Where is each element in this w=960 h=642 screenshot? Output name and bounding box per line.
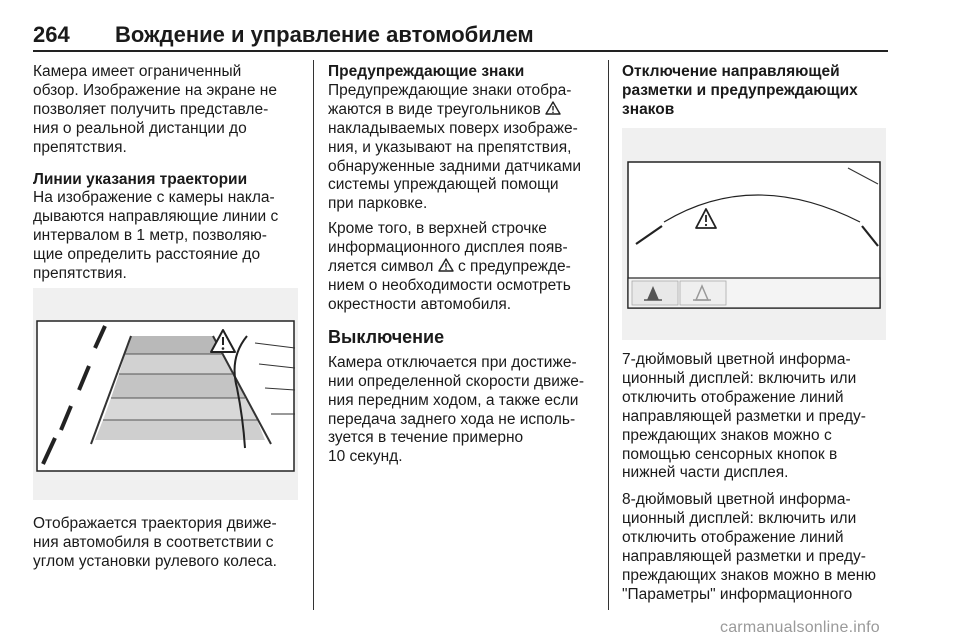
section-heading: Отключение направляющей разметки и предупреждающих знаков	[622, 63, 858, 118]
display-illustration	[622, 128, 886, 340]
intro-paragraph: Камера имеет ограниченный обзор. Изображение на экране не позволяет получить представле- ния о реальной дистанции до препятствия.	[33, 63, 277, 156]
info-display-paragraph: Кроме того, в верхней строчке информационного дисплея появ- ляется символ с предупрежде- нием о необходимости осмотреть окрестности автомобиля.	[328, 220, 571, 313]
trajectory-illustration	[33, 288, 298, 500]
header-divider	[33, 50, 888, 52]
warning-signs-paragraph: Предупреждающие знаки отобра- жаются в виде треугольников накладываемых поверх изображе- ния, и указывают на препятствия, обнаруженные задними датчиками системы упреждающей помощи при парковке.	[328, 81, 582, 213]
figure-caption: Отображается траектория движе- ния автомобиля в соответствии с углом установки рулевого колеса.	[33, 515, 277, 570]
display-buttons-figure	[622, 128, 886, 340]
shutdown-paragraph: Камера отключается при достиже- нии определенной скорости движе- ния передним ходом, а также если передача заднего хода не исполь- зуется в течение примерно 10 секунд.	[328, 353, 585, 466]
column-3	[622, 63, 890, 120]
rear-camera-figure	[33, 288, 298, 500]
eight-inch-paragraph: 8-дюймовый цветной информа- ционный дисплей: включить или отключить отображение линий направляющей разметки и преду- преждающих знаков можно в меню "Параметры" информационного	[622, 491, 876, 603]
section-heading: Выключение	[328, 326, 445, 347]
column-2	[328, 63, 600, 467]
column-divider	[313, 60, 314, 610]
page-title: Вождение и управление автомобилем	[115, 22, 534, 47]
guidelines-paragraph: На изображение с камеры накла- дываются направляющие линии с интервалом в 1 метр, позволяю- щие определить расстояние до препятствия.	[33, 189, 279, 283]
section-heading: Линии указания траектории	[33, 170, 248, 188]
warning-signs-button-icon[interactable]	[680, 281, 726, 305]
warning-triangle-icon	[438, 258, 454, 272]
page-header	[33, 22, 885, 52]
warning-triangle-icon	[545, 101, 561, 115]
section-heading: Предупреждающие знаки	[328, 63, 525, 80]
column-1	[33, 63, 308, 284]
seven-inch-paragraph: 7-дюймовый цветной информа- ционный дисплей: включить или отключить отображение линий направляющей разметки и преду- преждающих знаков можно с помощью сенсорных кнопок в нижней части дисплея.	[622, 351, 866, 482]
column-divider	[608, 60, 609, 610]
page-number: 264	[33, 22, 70, 47]
watermark: carmanualsonline.info	[720, 619, 880, 636]
parking-guidelines-button-icon[interactable]	[632, 281, 678, 305]
column-3-body	[622, 351, 890, 605]
